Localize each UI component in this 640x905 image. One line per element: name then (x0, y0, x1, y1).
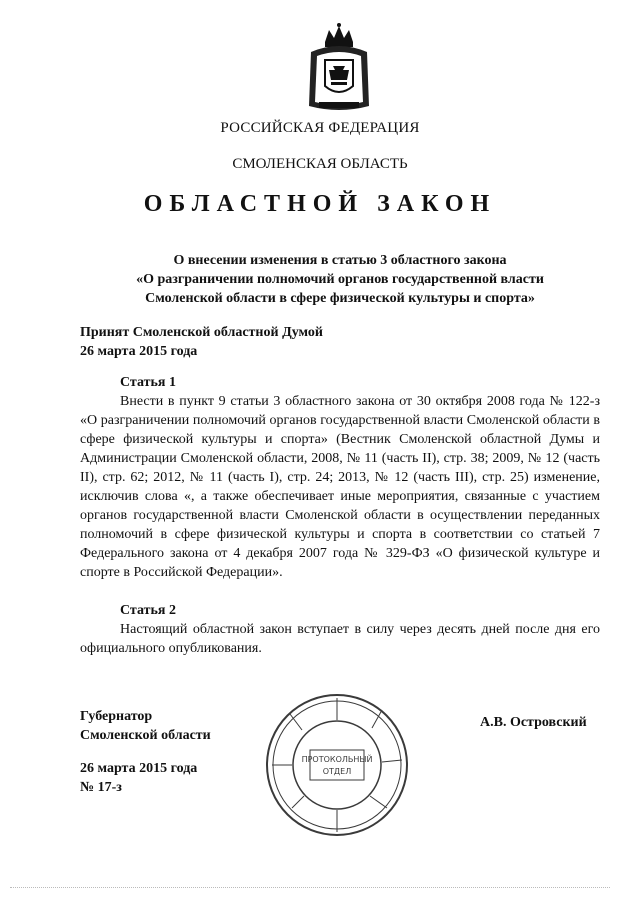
signatory-title (80, 707, 211, 745)
adoption-line: Принят Смоленской областной Думой (80, 325, 323, 340)
signatory-title-line: Губернатор (80, 709, 153, 724)
article-2-heading: Статья 2 (120, 603, 176, 618)
country-heading: РОССИЙСКАЯ ФЕДЕРАЦИЯ (220, 120, 420, 136)
article-1-text: Внести в пункт 9 статьи 3 областного закона от 30 октября 2008 года № 122-з «О разграничении полномочий органов государственной власти Смоленской области в сфере физической культуры и спорта» (Вестник Смоленской областной Думы и Администрации Смоленской области, 2008, № 11 (часть II), стр. 38; 2009, № 12 (часть II), стр. 62; 2012, № 11 (часть I), стр. 24; 2013, № 12 (часть III), стр. 25) изменение, исключив слова «, а также обеспечивает иные мероприятия, связанные с участием органов государственной власти Смоленской области в осуществлении переданных полномочий в сфере физической культуры и спорта в соответствии со статьей 7 Федерального закона от 4 декабря 2007 года № 329-ФЗ «О физической культуре и спорте в Российской Федерации». (80, 394, 600, 580)
stamp-inner-line: ОТДЕЛ (322, 767, 352, 776)
law-date: 26 марта 2015 года (80, 761, 198, 776)
scan-edge-dots (10, 887, 610, 888)
subject-line: О внесении изменения в статью 3 областного закона (173, 253, 507, 268)
adoption-note (80, 323, 323, 361)
article-1-heading: Статья 1 (120, 375, 176, 390)
law-number: № 17-з (80, 780, 122, 795)
coat-of-arms-emblem (303, 22, 375, 114)
official-seal-stamp (262, 690, 412, 840)
law-date-number (80, 759, 197, 797)
law-subject (80, 251, 600, 308)
stamp-inner-line: ПРОТОКОЛЬНЫЙ (301, 755, 373, 764)
document-type-title: ОБЛАСТНОЙ ЗАКОН (143, 191, 497, 217)
signatory-name: А.В. Островский (480, 715, 587, 730)
subject-line: «О разграничении полномочий органов государственной власти (136, 272, 544, 287)
signatory-title-line: Смоленской области (80, 728, 211, 743)
article-2-text: Настоящий областной закон вступает в силу через десять дней после дня его официального опубликования. (80, 622, 600, 656)
region-heading: СМОЛЕНСКАЯ ОБЛАСТЬ (232, 156, 408, 172)
subject-line: Смоленской области в сфере физической культуры и спорта» (145, 291, 535, 306)
adoption-date: 26 марта 2015 года (80, 344, 198, 359)
